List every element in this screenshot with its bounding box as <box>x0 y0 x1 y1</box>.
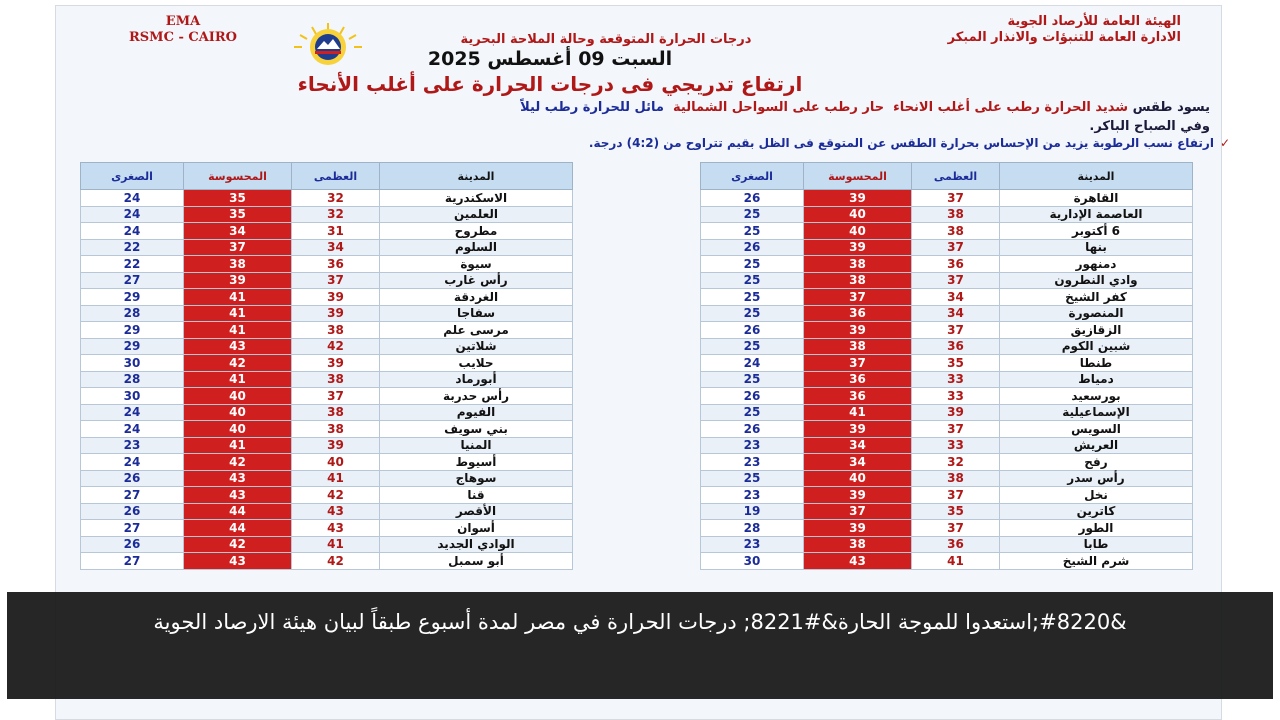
min-temp-cell: 26 <box>701 239 804 256</box>
feels-like-cell: 41 <box>184 371 292 388</box>
forecast-date: السبت 09 أغسطس 2025 <box>427 48 673 70</box>
city-cell: وادي النطرون <box>1000 272 1193 289</box>
max-temp-cell: 43 <box>292 520 380 537</box>
feels-like-cell: 38 <box>804 256 912 273</box>
city-cell: مرسى علم <box>380 322 573 339</box>
feels-like-cell: 41 <box>184 437 292 454</box>
max-temp-cell: 38 <box>292 322 380 339</box>
min-temp-cell: 27 <box>81 487 184 504</box>
max-temp-cell: 38 <box>292 371 380 388</box>
min-temp-cell: 26 <box>81 536 184 553</box>
max-temp-cell: 38 <box>912 223 1000 240</box>
min-temp-cell: 24 <box>81 404 184 421</box>
min-temp-cell: 30 <box>81 355 184 372</box>
min-temp-cell: 29 <box>81 289 184 306</box>
table-row <box>701 520 1193 537</box>
min-temp-cell: 27 <box>81 520 184 537</box>
city-cell: مطروح <box>380 223 573 240</box>
city-cell: شبين الكوم <box>1000 338 1193 355</box>
min-temp-cell: 27 <box>81 553 184 570</box>
max-temp-cell: 39 <box>292 305 380 322</box>
city-cell: شرم الشيخ <box>1000 553 1193 570</box>
max-temp-cell: 38 <box>912 206 1000 223</box>
min-temp-cell: 30 <box>81 388 184 405</box>
city-cell: طنطا <box>1000 355 1193 372</box>
feels-like-cell: 43 <box>804 553 912 570</box>
feels-like-cell: 37 <box>804 355 912 372</box>
table-row <box>701 536 1193 553</box>
table-row <box>701 322 1193 339</box>
table-row <box>701 256 1193 273</box>
table-row <box>701 421 1193 438</box>
feels-like-cell: 39 <box>804 322 912 339</box>
max-temp-cell: 37 <box>912 421 1000 438</box>
max-temp-cell: 36 <box>912 338 1000 355</box>
min-temp-cell: 27 <box>81 272 184 289</box>
max-temp-cell: 37 <box>912 272 1000 289</box>
city-cell: كاترين <box>1000 503 1193 520</box>
city-cell: السويس <box>1000 421 1193 438</box>
max-temp-cell: 37 <box>292 272 380 289</box>
feels-like-cell: 43 <box>184 553 292 570</box>
max-temp-cell: 31 <box>292 223 380 240</box>
min-temp-cell: 25 <box>701 272 804 289</box>
feels-like-cell: 36 <box>804 371 912 388</box>
table-row <box>701 404 1193 421</box>
max-temp-cell: 39 <box>292 437 380 454</box>
department-name: الادارة العامة للتنبؤات والانذار المبكر <box>947 30 1181 45</box>
city-cell: شلاتين <box>380 338 573 355</box>
min-temp-cell: 24 <box>81 223 184 240</box>
max-temp-cell: 32 <box>292 190 380 207</box>
max-temp-cell: 38 <box>292 404 380 421</box>
city-cell: المنيا <box>380 437 573 454</box>
table-row <box>81 371 573 388</box>
min-temp-cell: 26 <box>701 421 804 438</box>
report-title: درجات الحرارة المتوقعة وحالة الملاحة البحرية <box>460 32 752 47</box>
max-temp-cell: 39 <box>292 289 380 306</box>
max-temp-cell: 37 <box>912 322 1000 339</box>
ema-logo-icon <box>288 21 368 67</box>
table-row <box>701 355 1193 372</box>
min-temp-cell: 30 <box>701 553 804 570</box>
city-cell: الطور <box>1000 520 1193 537</box>
feels-like-cell: 42 <box>184 454 292 471</box>
feels-like-cell: 42 <box>184 355 292 372</box>
min-temp-cell: 22 <box>81 239 184 256</box>
min-temp-cell: 25 <box>701 305 804 322</box>
max-temp-cell: 42 <box>292 553 380 570</box>
col-city-header: المدينة <box>380 163 573 190</box>
table-row <box>81 256 573 273</box>
table-row <box>81 421 573 438</box>
table-row <box>701 371 1193 388</box>
max-temp-cell: 37 <box>912 239 1000 256</box>
min-temp-cell: 25 <box>701 256 804 273</box>
table-row <box>701 437 1193 454</box>
max-temp-cell: 36 <box>912 256 1000 273</box>
table-row <box>81 322 573 339</box>
feels-like-cell: 41 <box>184 305 292 322</box>
table-header-row <box>81 163 573 190</box>
feels-like-cell: 39 <box>804 487 912 504</box>
min-temp-cell: 25 <box>701 404 804 421</box>
min-temp-cell: 25 <box>701 371 804 388</box>
max-temp-cell: 37 <box>912 190 1000 207</box>
feels-like-cell: 34 <box>184 223 292 240</box>
feels-like-cell: 36 <box>804 305 912 322</box>
col-feels-header: المحسوسة <box>804 163 912 190</box>
city-cell: رفح <box>1000 454 1193 471</box>
min-temp-cell: 24 <box>701 355 804 372</box>
max-temp-cell: 32 <box>292 206 380 223</box>
ema-header <box>98 14 268 46</box>
table-row <box>701 206 1193 223</box>
min-temp-cell: 25 <box>701 470 804 487</box>
table-row <box>81 223 573 240</box>
feels-like-cell: 39 <box>804 421 912 438</box>
humidity-note-text: ارتفاع نسب الرطوبة يزيد من الإحساس بحرارة الطقس عن المتوقع فى الظل بقيم تتراوح من (4:2) درجة. <box>588 136 1214 150</box>
min-temp-cell: 29 <box>81 338 184 355</box>
feels-like-cell: 41 <box>184 289 292 306</box>
min-temp-cell: 29 <box>81 322 184 339</box>
max-temp-cell: 43 <box>292 503 380 520</box>
city-cell: 6 أكتوبر <box>1000 223 1193 240</box>
col-max-header: العظمى <box>292 163 380 190</box>
authority-header <box>821 14 1181 46</box>
min-temp-cell: 24 <box>81 206 184 223</box>
min-temp-cell: 22 <box>81 256 184 273</box>
feels-like-cell: 39 <box>184 272 292 289</box>
table-row <box>81 239 573 256</box>
table-row <box>81 388 573 405</box>
table-row <box>701 239 1193 256</box>
min-temp-cell: 24 <box>81 421 184 438</box>
city-cell: أبو سمبل <box>380 553 573 570</box>
ema-abbrev: EMA <box>165 14 201 29</box>
min-temp-cell: 24 <box>81 454 184 471</box>
feels-like-cell: 40 <box>804 223 912 240</box>
left-temperature-table <box>80 162 573 570</box>
table-row <box>81 520 573 537</box>
description-prefix: يسود طقس <box>1132 100 1210 115</box>
feels-like-cell: 36 <box>804 388 912 405</box>
max-temp-cell: 39 <box>292 355 380 372</box>
feels-like-cell: 41 <box>804 404 912 421</box>
city-cell: سوهاج <box>380 470 573 487</box>
city-cell: بني سويف <box>380 421 573 438</box>
table-row <box>81 355 573 372</box>
city-cell: العلمين <box>380 206 573 223</box>
city-cell: الاسكندرية <box>380 190 573 207</box>
min-temp-cell: 23 <box>701 437 804 454</box>
city-cell: بورسعيد <box>1000 388 1193 405</box>
city-cell: رأس سدر <box>1000 470 1193 487</box>
description-line2: وفي الصباح الباكر. <box>1089 119 1210 134</box>
min-temp-cell: 28 <box>81 371 184 388</box>
city-cell: كفر الشيخ <box>1000 289 1193 306</box>
min-temp-cell: 23 <box>701 487 804 504</box>
table-row <box>81 206 573 223</box>
right-temperature-table <box>700 162 1193 570</box>
max-temp-cell: 33 <box>912 437 1000 454</box>
city-cell: الزقازيق <box>1000 322 1193 339</box>
feels-like-cell: 35 <box>184 206 292 223</box>
city-cell: سفاجا <box>380 305 573 322</box>
city-cell: القاهرة <box>1000 190 1193 207</box>
weather-description <box>190 98 1210 136</box>
min-temp-cell: 25 <box>701 223 804 240</box>
max-temp-cell: 37 <box>912 487 1000 504</box>
table-row <box>81 289 573 306</box>
max-temp-cell: 34 <box>912 305 1000 322</box>
feels-like-cell: 40 <box>184 421 292 438</box>
min-temp-cell: 26 <box>81 503 184 520</box>
city-cell: قنا <box>380 487 573 504</box>
col-city-header: المدينة <box>1000 163 1193 190</box>
feels-like-cell: 41 <box>184 322 292 339</box>
rsmc-label: RSMC - CAIRO <box>128 30 238 45</box>
max-temp-cell: 38 <box>912 470 1000 487</box>
city-cell: الأقصر <box>380 503 573 520</box>
min-temp-cell: 19 <box>701 503 804 520</box>
min-temp-cell: 23 <box>701 454 804 471</box>
min-temp-cell: 25 <box>701 338 804 355</box>
max-temp-cell: 42 <box>292 338 380 355</box>
min-temp-cell: 23 <box>701 536 804 553</box>
authority-name: الهيئة العامة للأرصاد الجوية <box>1007 14 1181 29</box>
city-cell: أسيوط <box>380 454 573 471</box>
feels-like-cell: 34 <box>804 437 912 454</box>
min-temp-cell: 26 <box>701 388 804 405</box>
city-cell: أبورماد <box>380 371 573 388</box>
caption-overlay <box>7 592 1273 699</box>
max-temp-cell: 38 <box>292 421 380 438</box>
feels-like-cell: 39 <box>804 239 912 256</box>
feels-like-cell: 40 <box>804 470 912 487</box>
col-max-header: العظمى <box>912 163 1000 190</box>
description-part3: مائل للحرارة رطب ليلاً <box>520 100 664 115</box>
feels-like-cell: 43 <box>184 487 292 504</box>
min-temp-cell: 28 <box>701 520 804 537</box>
min-temp-cell: 24 <box>81 190 184 207</box>
table-row <box>81 487 573 504</box>
city-cell: رأس حدربة <box>380 388 573 405</box>
table-row <box>701 553 1193 570</box>
city-cell: الفيوم <box>380 404 573 421</box>
table-row <box>81 536 573 553</box>
check-icon: ✓ <box>1219 136 1230 150</box>
feels-like-cell: 37 <box>804 289 912 306</box>
table-row <box>81 437 573 454</box>
col-min-header: الصغرى <box>81 163 184 190</box>
city-cell: الوادي الجديد <box>380 536 573 553</box>
city-cell: سيوة <box>380 256 573 273</box>
feels-like-cell: 38 <box>804 272 912 289</box>
feels-like-cell: 43 <box>184 338 292 355</box>
table-row <box>81 190 573 207</box>
caption-text: &#8220;استعدوا للموجة الحارة&#8221; درجات الحرارة في مصر لمدة أسبوع طبقاً لبيان هيئة الارصاد الجوية <box>153 610 1127 634</box>
table-row <box>701 470 1193 487</box>
max-temp-cell: 33 <box>912 371 1000 388</box>
max-temp-cell: 35 <box>912 355 1000 372</box>
col-min-header: الصغرى <box>701 163 804 190</box>
table-row <box>701 338 1193 355</box>
description-part1: شديد الحرارة رطب على أغلب الانحاء <box>893 100 1129 115</box>
headline: ارتفاع تدريجي فى درجات الحرارة على أغلب الأنحاء <box>297 72 803 96</box>
min-temp-cell: 28 <box>81 305 184 322</box>
max-temp-cell: 41 <box>292 470 380 487</box>
feels-like-cell: 39 <box>804 520 912 537</box>
max-temp-cell: 37 <box>912 520 1000 537</box>
feels-like-cell: 37 <box>804 503 912 520</box>
max-temp-cell: 33 <box>912 388 1000 405</box>
min-temp-cell: 25 <box>701 289 804 306</box>
table-row <box>81 454 573 471</box>
table-row <box>81 470 573 487</box>
feels-like-cell: 34 <box>804 454 912 471</box>
city-cell: الإسماعيلية <box>1000 404 1193 421</box>
max-temp-cell: 34 <box>292 239 380 256</box>
feels-like-cell: 35 <box>184 190 292 207</box>
min-temp-cell: 23 <box>81 437 184 454</box>
city-cell: السلوم <box>380 239 573 256</box>
max-temp-cell: 41 <box>292 536 380 553</box>
description-part2: حار رطب على السواحل الشمالية <box>673 100 885 115</box>
feels-like-cell: 38 <box>804 338 912 355</box>
city-cell: الغردقة <box>380 289 573 306</box>
max-temp-cell: 41 <box>912 553 1000 570</box>
feels-like-cell: 40 <box>184 404 292 421</box>
max-temp-cell: 40 <box>292 454 380 471</box>
table-row <box>701 487 1193 504</box>
table-row <box>81 404 573 421</box>
table-row <box>701 388 1193 405</box>
table-row <box>701 272 1193 289</box>
city-cell: بنها <box>1000 239 1193 256</box>
min-temp-cell: 26 <box>701 190 804 207</box>
table-row <box>81 553 573 570</box>
max-temp-cell: 39 <box>912 404 1000 421</box>
max-temp-cell: 34 <box>912 289 1000 306</box>
max-temp-cell: 42 <box>292 487 380 504</box>
col-feels-header: المحسوسة <box>184 163 292 190</box>
city-cell: حلايب <box>380 355 573 372</box>
feels-like-cell: 38 <box>804 536 912 553</box>
table-row <box>81 305 573 322</box>
feels-like-cell: 39 <box>804 190 912 207</box>
city-cell: رأس غارب <box>380 272 573 289</box>
feels-like-cell: 40 <box>804 206 912 223</box>
feels-like-cell: 43 <box>184 470 292 487</box>
feels-like-cell: 40 <box>184 388 292 405</box>
max-temp-cell: 36 <box>292 256 380 273</box>
table-row <box>81 503 573 520</box>
table-row <box>701 503 1193 520</box>
feels-like-cell: 44 <box>184 520 292 537</box>
max-temp-cell: 36 <box>912 536 1000 553</box>
table-row <box>701 289 1193 306</box>
feels-like-cell: 42 <box>184 536 292 553</box>
max-temp-cell: 35 <box>912 503 1000 520</box>
city-cell: دمياط <box>1000 371 1193 388</box>
table-row <box>81 272 573 289</box>
min-temp-cell: 25 <box>701 206 804 223</box>
city-cell: دمنهور <box>1000 256 1193 273</box>
max-temp-cell: 37 <box>292 388 380 405</box>
min-temp-cell: 26 <box>701 322 804 339</box>
table-row <box>81 338 573 355</box>
city-cell: المنصورة <box>1000 305 1193 322</box>
table-row <box>701 223 1193 240</box>
city-cell: العاصمة الإدارية <box>1000 206 1193 223</box>
city-cell: طابا <box>1000 536 1193 553</box>
table-row <box>701 190 1193 207</box>
humidity-note <box>180 136 1230 150</box>
min-temp-cell: 26 <box>81 470 184 487</box>
city-cell: العريش <box>1000 437 1193 454</box>
city-cell: أسوان <box>380 520 573 537</box>
feels-like-cell: 38 <box>184 256 292 273</box>
table-header-row <box>701 163 1193 190</box>
city-cell: نخل <box>1000 487 1193 504</box>
max-temp-cell: 32 <box>912 454 1000 471</box>
feels-like-cell: 37 <box>184 239 292 256</box>
feels-like-cell: 44 <box>184 503 292 520</box>
table-row <box>701 305 1193 322</box>
table-row <box>701 454 1193 471</box>
